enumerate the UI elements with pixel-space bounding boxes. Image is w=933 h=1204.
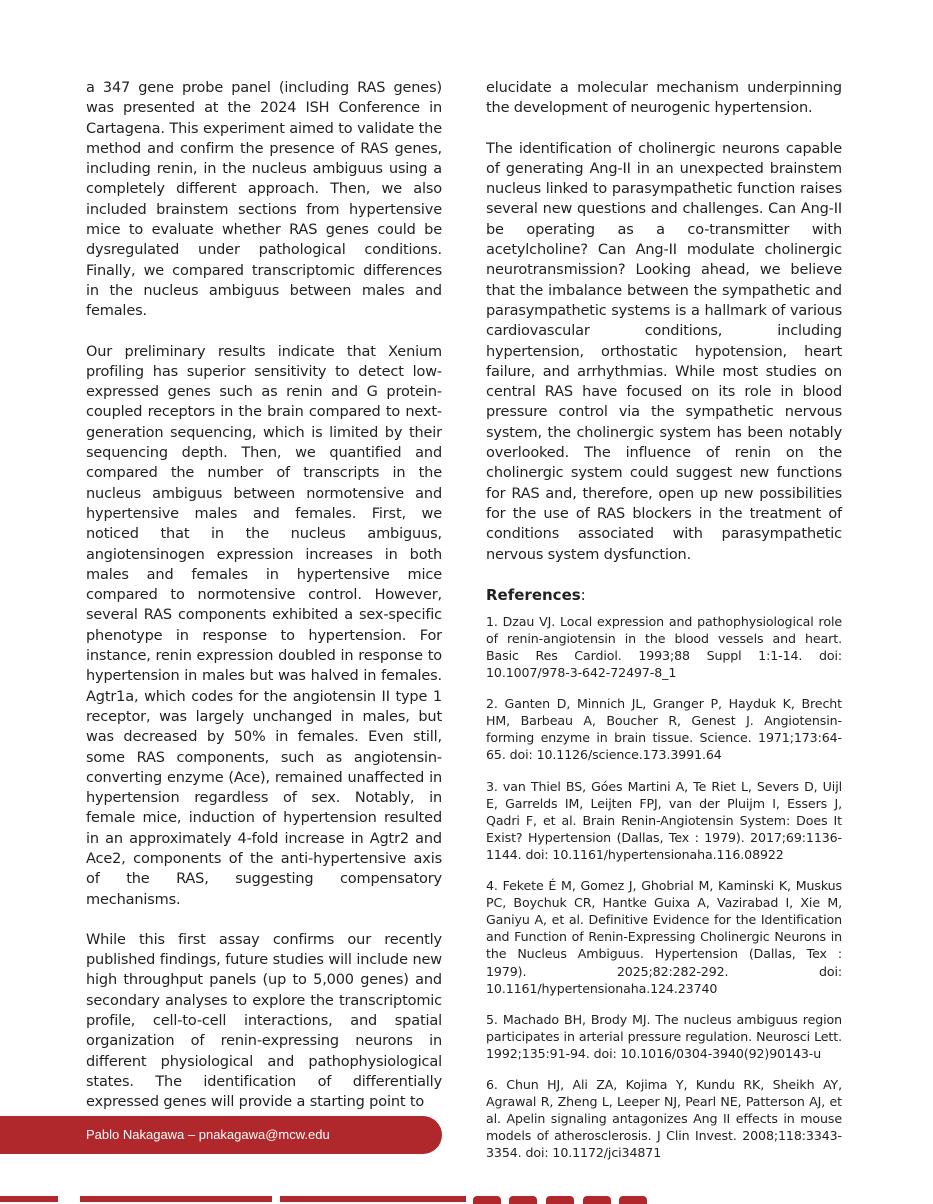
body-paragraph: elucidate a molecular mechanism underpinning the development of neurogenic hypertension. — [486, 80, 842, 117]
footer-decoration-bar — [280, 1196, 466, 1202]
body-paragraph: The identification of cholinergic neurons capable of generating Ang-II in an unexpected brainstem nucleus linked to parasympathetic function raises several new questions and challenges. Can Ang-II be operating as a co-transmitter with acetylcholine? Can Ang-II modulate cholinergic neurotransmission? Looking ahead, we believe that the imbalance between the sympathetic and parasympathetic systems is a hallmark of various cardiovascular conditions, including hypertension, orthostatic hypotension, heart failure, and arrhythmias. While most studies on central RAS have focused on its role in blood pressure control via the sympathetic nervous system, the cholinergic system has been notably overlooked. The influence of renin on the cholinergic system could suggest new functions for RAS and, therefore, open up new possibilities for the use of RAS blockers in the treatment of conditions associated with parasympathetic nervous system dysfunction. — [486, 140, 842, 563]
references-heading — [486, 585, 842, 605]
body-paragraph: a 347 gene probe panel (including RAS genes) was presented at the 2024 ISH Conference in Cartagena. This experiment aimed to validate the method and confirm the presence of RAS genes, including renin, in the nucleus ambiguus using a completely different approach. Then, we also included brainstem sections from hypertensive mice to evaluate whether RAS genes could be dysregulated under pathological conditions. Finally, we compared transcriptomic differences in the nucleus ambiguus between males and females. — [86, 80, 442, 320]
footer-decoration-tab — [619, 1196, 647, 1204]
reference-item: 5. Machado BH, Brody MJ. The nucleus ambiguus region participates in arterial pressure regulation. Neurosci Lett. 1992;135:91-94. doi: 10.1016/0304-3940(92)90143-u — [486, 1011, 842, 1061]
reference-item: 4. Fekete É M, Gomez J, Ghobrial M, Kaminski K, Muskus PC, Boychuk CR, Hantke Guixa A, Vazirabad I, Xie M, Ganiyu A, et al. Definitive Evidence for the Identification and Function of Renin-Expressing Cholinergic Neurons in the Nucleus Ambiguus. Hypertension (Dallas, Tex : 1979). 2025;82:282-292. doi: 10.1161/hypertensionaha.124.23740 — [486, 878, 842, 996]
references-heading-label: References — [486, 585, 581, 604]
footer-decoration-tab — [509, 1196, 537, 1204]
body-paragraph: Our preliminary results indicate that Xenium profiling has superior sensitivity to detect low-expressed genes such as renin and G protein-coupled receptors in the brain compared to next-generation sequencing, which is limited by their sequencing depth. Then, we quantified and compared the number of transcripts in the nucleus ambiguus between normotensive and hypertensive males and females. First, we noticed that in the nucleus ambiguus, angiotensinogen expression increases in both males and females in hypertensive mice compared to normotensive control. However, several RAS components exhibited a sex-specific phenotype in response to hypertension. For instance, renin expression doubled in response to hypertension in males but was halved in females. Agtr1a, which codes for the angiotensin II type 1 receptor, was largely unchanged in males, but was decreased by 50% in females. Even still, some RAS components, such as angiotensin-converting enzyme (Ace), remained unaffected in hypertension regardless of sex. Notably, in female mice, induction of hypertension resulted in an approximately 4-fold increase in Agtr2 and Ace2, components of the anti-hypertensive axis of the RAS, suggesting compensatory mechanisms. — [86, 343, 442, 908]
references-heading-colon: : — [580, 585, 586, 604]
body-paragraph: While this first assay confirms our recently published findings, future studies will include new high throughput panels (up to 5,000 genes) and secondary analyses to explore the transcriptomic profile, cell-to-cell interactions, and spatial organization of renin-expressing neurons in different physiological and pathophysiological states. The identification of differentially expressed genes will provide a starting point to — [86, 931, 442, 1111]
right-column — [486, 78, 842, 1175]
reference-item: 3. van Thiel BS, Góes Martini A, Te Riet L, Severs D, Uijl E, Garrelds IM, Leijten FPJ, van der Pluijm I, Essers J, Qadri F, et al. Brain Renin-Angiotensin System: Does It Exist? Hypertension (Dallas, Tex : 1979). 2017;69:1136-1144. doi: 10.1161/hypertensionaha.116.08922 — [486, 778, 842, 862]
author-contact: Pablo Nakagawa – pnakagawa@mcw.edu — [86, 1127, 330, 1142]
reference-item: 1. Dzau VJ. Local expression and pathophysiological role of renin-angiotensin in the blood vessels and heart. Basic Res Cardiol. 1993;88 Suppl 1:1-14. doi: 10.1007/978-3-642-72497-8_1 — [486, 613, 842, 681]
reference-item: 6. Chun HJ, Ali ZA, Kojima Y, Kundu RK, Sheikh AY, Agrawal R, Zheng L, Leeper NJ, Pearl NE, Patterson AJ, et al. Apelin signaling antagonizes Ang II effects in mouse models of atherosclerosis. J Clin Invest. 2008;118:3343-3354. doi: 10.1172/jci34871 — [486, 1076, 842, 1161]
footer-decoration-tab — [583, 1196, 611, 1204]
footer-decoration-bar — [0, 1196, 58, 1202]
footer-decoration-bar — [80, 1196, 272, 1202]
footer-decoration-tab — [546, 1196, 574, 1204]
left-column — [86, 78, 442, 1113]
reference-item: 2. Ganten D, Minnich JL, Granger P, Hayduk K, Brecht HM, Barbeau A, Boucher R, Genest J. Angiotensin-forming enzyme in brain tissue. Science. 1971;173:64-65. doi: 10.1126/science.173.3991.64 — [486, 696, 842, 763]
author-banner — [0, 1116, 442, 1154]
footer-decoration-tab — [473, 1196, 501, 1204]
